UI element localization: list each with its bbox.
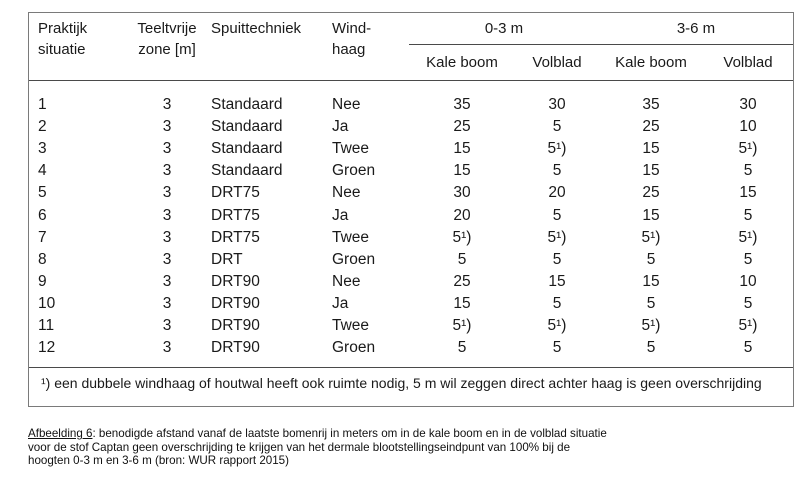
cell-3-6m-volblad: 5 — [743, 294, 753, 312]
cell-3-6m-volblad: 10 — [739, 272, 757, 290]
cell-0-3m-kale-boom: 15 — [453, 162, 471, 180]
cell-0-3m-kale-boom: 5 — [457, 339, 467, 357]
cell-technique: DRT — [211, 250, 243, 268]
cell-nr: 3 — [38, 140, 47, 158]
cell-0-3m-volblad: 30 — [548, 96, 566, 113]
cell-0-3m-volblad: 5¹) — [547, 140, 567, 158]
cell-0-3m-volblad: 5¹) — [547, 228, 567, 246]
cell-3-6m-volblad: 5¹) — [738, 228, 758, 246]
cell-nr: 2 — [38, 118, 47, 136]
cell-windhaag: Twee — [332, 317, 370, 334]
cell-0-3m-volblad: 20 — [548, 184, 566, 202]
caption-line-2: voor de stof Captan geen overschrijding te krijgen van het dermale blootstellingseindpunt van 100% bij de — [28, 440, 571, 454]
header-teeltvrije-zone: Teeltvrije zone [m] — [137, 20, 197, 58]
cell-technique: DRT90 — [211, 272, 260, 290]
cell-0-3m-kale-boom: 25 — [453, 118, 471, 136]
cell-3-6m-kale-boom: 35 — [642, 96, 660, 113]
cell-nr: 10 — [38, 294, 56, 312]
cell-nr: 5 — [38, 184, 47, 202]
cell-3-6m-volblad: 5¹) — [738, 140, 758, 158]
cell-0-3m-volblad: 5 — [552, 206, 562, 224]
header-praktijk: Praktijk situatie — [38, 20, 88, 58]
cell-0-3m-volblad: 5 — [552, 162, 562, 180]
cell-technique: DRT90 — [211, 317, 260, 334]
cell-zone: 3 — [162, 162, 172, 180]
footnote-rule — [29, 367, 793, 368]
cell-0-3m-kale-boom: 15 — [453, 294, 471, 312]
cell-technique: Standaard — [211, 118, 283, 136]
cell-zone: 3 — [162, 140, 172, 158]
cell-3-6m-volblad: 5 — [743, 206, 753, 224]
cell-nr: 6 — [38, 206, 47, 224]
cell-nr: 1 — [38, 96, 47, 113]
cell-3-6m-volblad: 5 — [743, 250, 753, 268]
table-frame — [28, 12, 794, 407]
cell-0-3m-volblad: 5 — [552, 339, 562, 357]
cell-technique: DRT75 — [211, 184, 260, 202]
header-volblad-2: Volblad — [723, 54, 773, 71]
cell-3-6m-volblad: 5 — [743, 162, 753, 180]
cell-0-3m-kale-boom: 35 — [453, 96, 471, 113]
cell-zone: 3 — [162, 250, 172, 268]
cell-nr: 11 — [38, 317, 55, 334]
header-kale-boom-2: Kale boom — [615, 54, 687, 71]
cell-3-6m-kale-boom: 5 — [646, 250, 656, 268]
cell-3-6m-kale-boom: 15 — [642, 272, 660, 290]
cell-technique: DRT90 — [211, 294, 260, 312]
cell-nr: 4 — [38, 162, 47, 180]
caption-label: Afbeelding 6 — [28, 427, 93, 440]
cell-zone: 3 — [162, 228, 172, 246]
cell-windhaag: Twee — [332, 140, 370, 158]
cell-zone: 3 — [162, 317, 172, 334]
cell-3-6m-kale-boom: 5 — [646, 339, 656, 357]
cell-0-3m-kale-boom: 5 — [457, 250, 467, 268]
cell-windhaag: Groen — [332, 250, 376, 268]
cell-3-6m-volblad: 15 — [739, 184, 757, 202]
header-group-3-6m: 3-6 m — [676, 20, 716, 37]
cell-windhaag: Nee — [332, 272, 361, 290]
cell-zone: 3 — [162, 294, 172, 312]
cell-zone: 3 — [162, 96, 172, 113]
cell-windhaag: Groen — [332, 162, 376, 180]
cell-zone: 3 — [162, 118, 172, 136]
cell-3-6m-volblad: 5¹) — [738, 317, 758, 334]
cell-windhaag: Nee — [332, 96, 361, 113]
cell-technique: Standaard — [211, 162, 283, 180]
cell-zone: 3 — [162, 184, 172, 202]
cell-0-3m-volblad: 5 — [552, 118, 562, 136]
figure-caption — [28, 427, 788, 468]
cell-nr: 7 — [38, 228, 47, 246]
caption-line-1: : benodigde afstand vanaf de laatste bomenrij in meters om in de kale boom en in de volblad situatie — [92, 427, 607, 440]
cell-windhaag: Ja — [332, 118, 349, 136]
cell-3-6m-kale-boom: 25 — [642, 118, 660, 136]
cell-nr: 12 — [38, 339, 56, 357]
table-footnote: ¹) een dubbele windhaag of houtwal heeft ook ruimte nodig, 5 m wil zeggen direct achter haag is geen overschrijding — [41, 375, 762, 391]
cell-windhaag: Nee — [332, 184, 361, 202]
cell-0-3m-kale-boom: 20 — [453, 206, 471, 224]
cell-3-6m-kale-boom: 25 — [642, 184, 660, 202]
cell-nr: 8 — [38, 250, 47, 268]
cell-technique: Standaard — [211, 140, 283, 158]
cell-technique: DRT75 — [211, 206, 260, 224]
cell-windhaag: Twee — [332, 228, 370, 246]
header-windhaag: Wind- haag — [332, 20, 372, 58]
cell-technique: Standaard — [211, 96, 283, 113]
cell-3-6m-kale-boom: 15 — [642, 206, 660, 224]
cell-3-6m-volblad: 5 — [743, 339, 753, 357]
header-spuittechniek: Spuittechniek — [211, 20, 302, 37]
caption-line-3: hoogten 0-3 m en 3-6 m (bron: WUR rapport 2015) — [28, 454, 289, 467]
cell-0-3m-kale-boom: 5¹) — [452, 228, 472, 246]
cell-3-6m-kale-boom: 5 — [646, 294, 656, 312]
cell-3-6m-kale-boom: 15 — [642, 140, 660, 158]
cell-zone: 3 — [162, 272, 172, 290]
cell-windhaag: Ja — [332, 206, 349, 224]
cell-0-3m-volblad: 5¹) — [547, 317, 567, 334]
cell-nr: 9 — [38, 272, 47, 290]
cell-0-3m-volblad: 5 — [552, 294, 562, 312]
header-group-0-3m: 0-3 m — [484, 20, 524, 37]
cell-technique: DRT75 — [211, 228, 260, 246]
cell-3-6m-volblad: 10 — [739, 118, 757, 136]
cell-3-6m-volblad: 30 — [739, 96, 757, 113]
cell-0-3m-kale-boom: 5¹) — [452, 317, 472, 334]
cell-windhaag: Groen — [332, 339, 376, 357]
cell-0-3m-kale-boom: 30 — [453, 184, 471, 202]
cell-0-3m-volblad: 5 — [552, 250, 562, 268]
cell-windhaag: Ja — [332, 294, 349, 312]
cell-0-3m-kale-boom: 25 — [453, 272, 471, 290]
group-divider — [409, 44, 793, 45]
cell-zone: 3 — [162, 339, 172, 357]
cell-0-3m-volblad: 15 — [548, 272, 566, 290]
cell-zone: 3 — [162, 206, 172, 224]
cell-3-6m-kale-boom: 15 — [642, 162, 660, 180]
cell-3-6m-kale-boom: 5¹) — [641, 317, 661, 334]
header-kale-boom-1: Kale boom — [426, 54, 498, 71]
cell-0-3m-kale-boom: 15 — [453, 140, 471, 158]
header-volblad-1: Volblad — [532, 54, 582, 71]
cell-technique: DRT90 — [211, 339, 260, 357]
header-bottom-rule — [29, 80, 793, 81]
cell-3-6m-kale-boom: 5¹) — [641, 228, 661, 246]
